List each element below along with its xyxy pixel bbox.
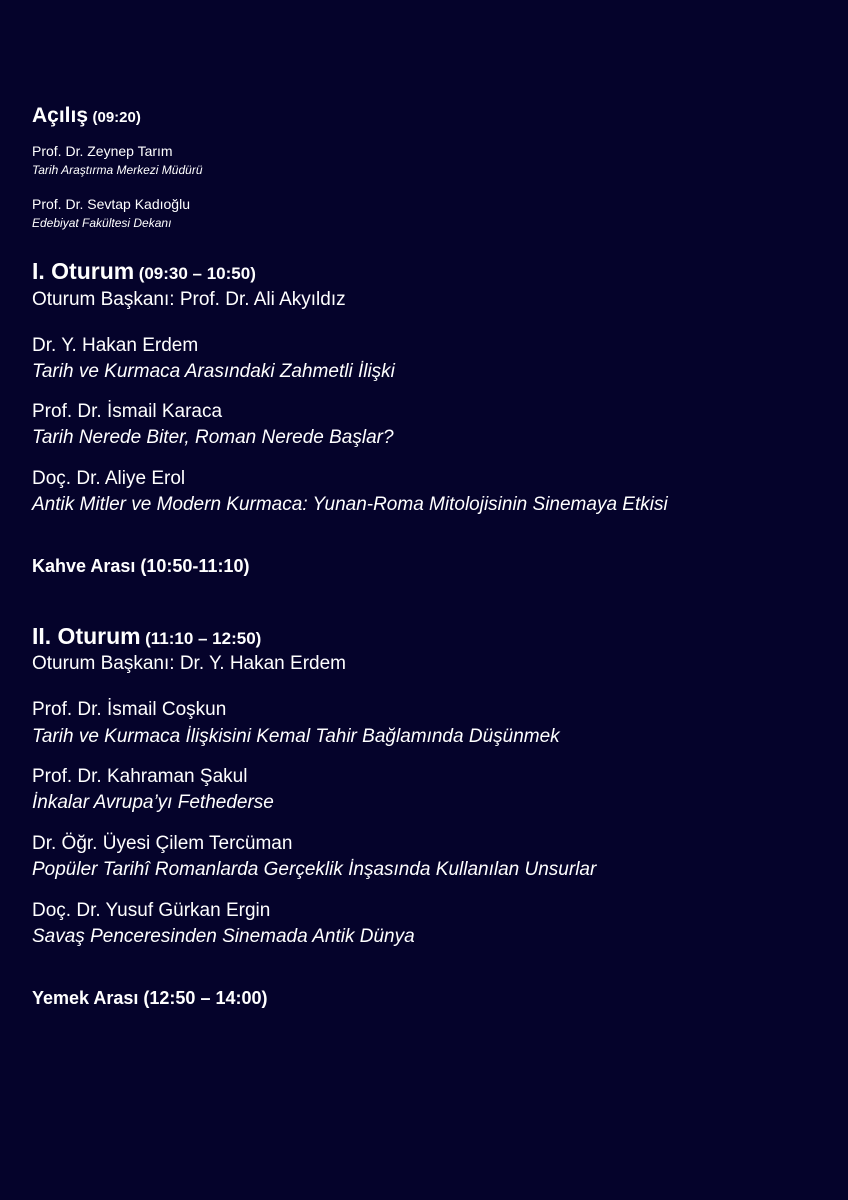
session1-chair: Oturum Başkanı: Prof. Dr. Ali Akyıldız <box>32 289 346 310</box>
session2-talk-2-speaker: Prof. Dr. Kahraman Şakul <box>32 766 248 787</box>
session2-talk-1-title: Tarih ve Kurmaca İlişkisini Kemal Tahir Bağlamında Düşünmek <box>32 726 560 747</box>
opening-heading: Açılış <box>32 104 89 127</box>
session1-talk-2-speaker: Prof. Dr. İsmail Karaca <box>32 401 223 422</box>
session1-talk-3-title: Antik Mitler ve Modern Kurmaca: Yunan-Roma Mitolojisinin Sinemaya Etkisi <box>32 494 668 515</box>
session1-header <box>32 258 256 285</box>
session2-talk-1-speaker: Prof. Dr. İsmail Coşkun <box>32 699 227 720</box>
opening-speaker-2-name: Prof. Dr. Sevtap Kadıoğlu <box>32 196 190 212</box>
session2-talk-4-title: Savaş Penceresinden Sinemada Antik Dünya <box>32 926 415 947</box>
opening-speaker-2-role: Edebiyat Fakültesi Dekanı <box>32 216 172 230</box>
session2-talk-3-speaker: Dr. Öğr. Üyesi Çilem Tercüman <box>32 833 293 854</box>
session2-header <box>32 623 261 650</box>
session2-talk-4-speaker: Doç. Dr. Yusuf Gürkan Ergin <box>32 900 271 921</box>
session2-talk-3-title: Popüler Tarihî Romanlarda Gerçeklik İnşasında Kullanılan Unsurlar <box>32 859 597 880</box>
session1-talk-1-speaker: Dr. Y. Hakan Erdem <box>32 335 199 356</box>
opening-time: (09:20) <box>92 109 141 126</box>
session1-talk-1-title: Tarih ve Kurmaca Arasındaki Zahmetli İlişki <box>32 361 395 382</box>
lunch-break: Yemek Arası (12:50 – 14:00) <box>32 988 268 1008</box>
session2-talk-2-title: İnkalar Avrupa’yı Fethederse <box>32 792 274 813</box>
opening-header <box>32 104 141 128</box>
session2-heading: II. Oturum <box>32 623 141 649</box>
session1-talk-2-title: Tarih Nerede Biter, Roman Nerede Başlar? <box>32 427 394 448</box>
opening-speaker-1-role: Tarih Araştırma Merkezi Müdürü <box>32 163 203 177</box>
session2-time: (11:10 – 12:50) <box>145 629 262 648</box>
session1-talk-3-speaker: Doç. Dr. Aliye Erol <box>32 468 186 489</box>
opening-speaker-1-name: Prof. Dr. Zeynep Tarım <box>32 143 173 159</box>
session1-heading: I. Oturum <box>32 258 135 284</box>
session2-chair: Oturum Başkanı: Dr. Y. Hakan Erdem <box>32 653 346 674</box>
session1-time: (09:30 – 10:50) <box>138 264 256 283</box>
coffee-break: Kahve Arası (10:50-11:10) <box>32 556 250 576</box>
